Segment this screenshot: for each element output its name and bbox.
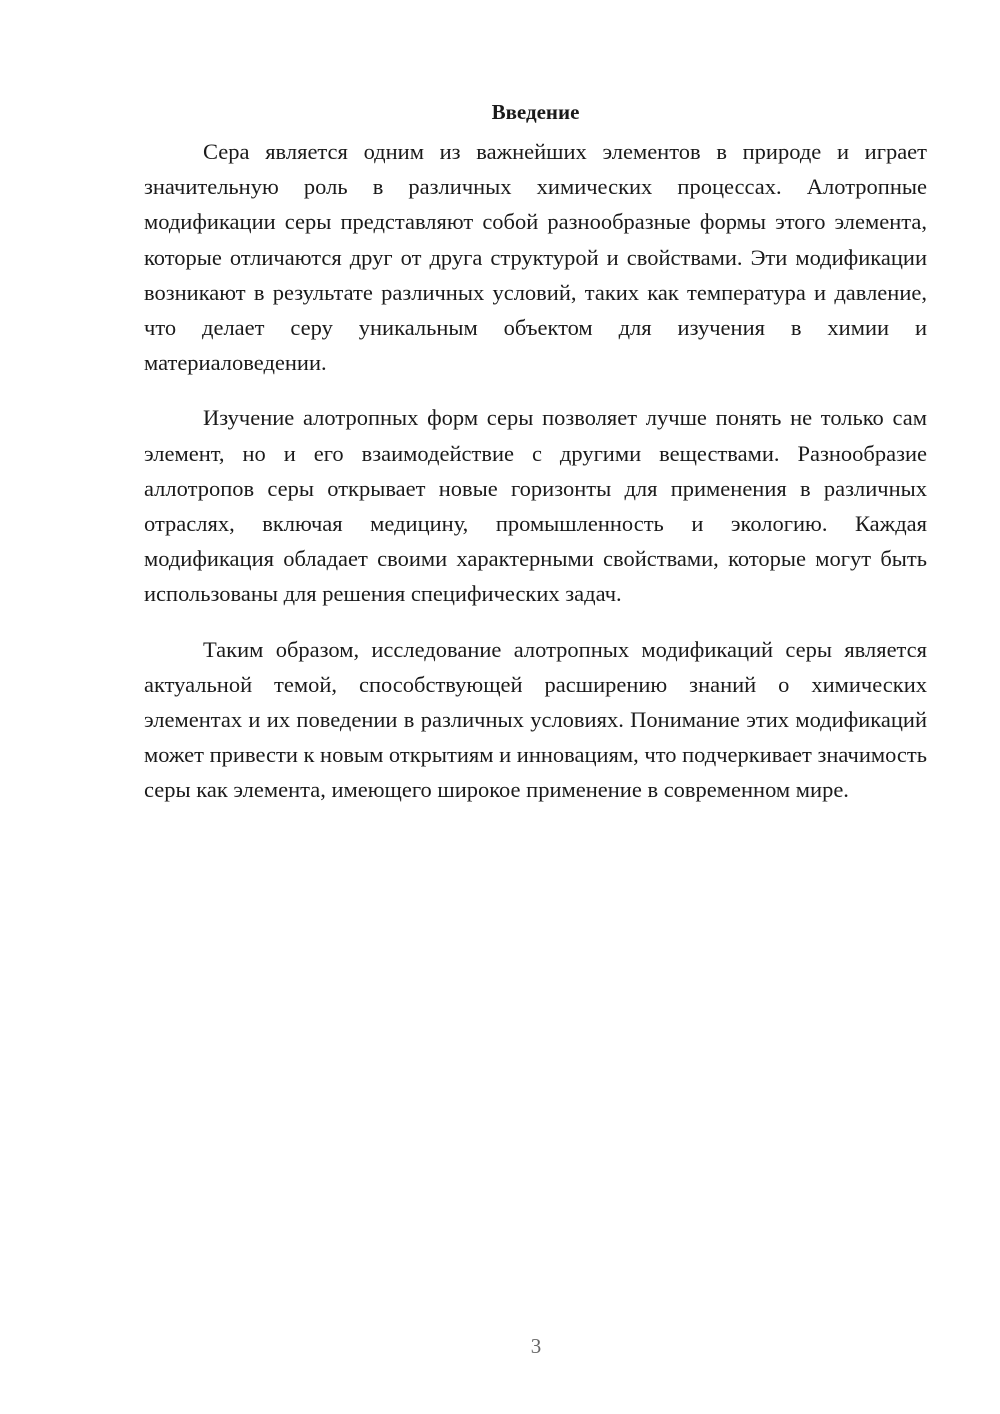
paragraph-1: Сера является одним из важнейших элементов в природе и играет значительную роль в различных химических процессах. Алотропные модификации серы представляют собой разнообразные формы этого элемента, которые отличаются друг от друга структурой и свойствами. Эти модификации возникают в результате различных условий, таких как температура и давление, что делает серу уникальным объектом для изучения в химии и материаловедении. [144, 139, 927, 376]
paragraph-3: Таким образом, исследование алотропных модификаций серы является актуальной темой, способствующей расширению знаний о химических элементах и их поведении в различных условиях. Понимание этих модификаций может привести к новым открытиям и инновациям, что подчеркивает значимость серы как элемента, имеющего широкое применение в современном мире. [144, 636, 927, 803]
page-number: 3 [530, 1334, 542, 1358]
paragraph-2: Изучение алотропных форм серы позволяет лучше понять не только сам элемент, но и его взаимодействие с другими веществами. Разнообразие аллотропов серы открывает новые горизонты для применения в различных отраслях, включая медицину, промышленность и экологию. Каждая модификация обладает своими характерными свойствами, которые могут быть использованы для решения специфических задач. [144, 405, 927, 607]
section-title: Введение [491, 100, 580, 124]
page-content [144, 98, 927, 828]
